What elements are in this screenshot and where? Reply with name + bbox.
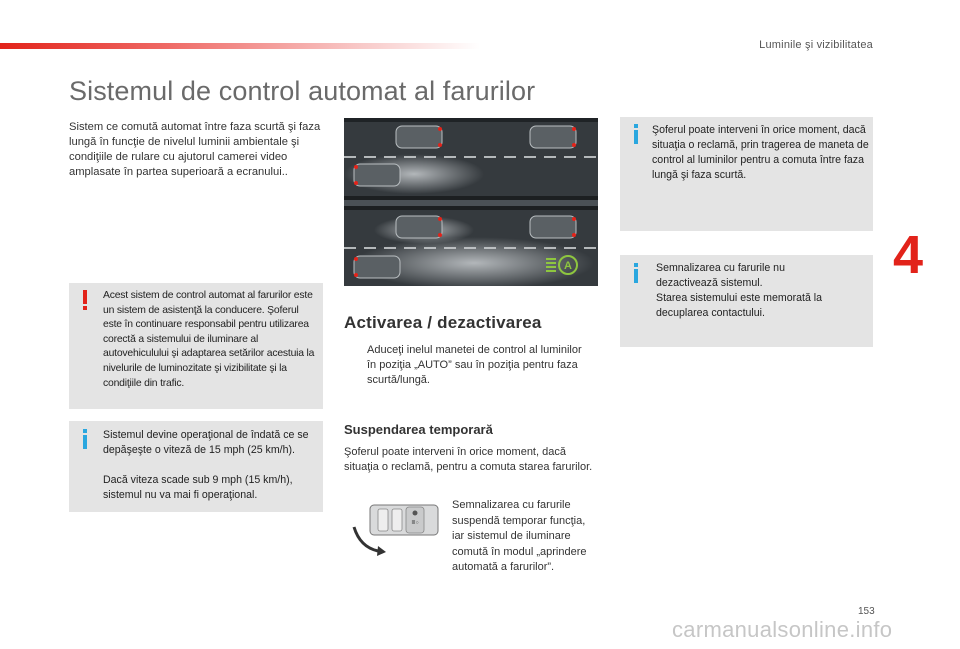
- info-box-speed: [69, 421, 323, 512]
- info-speed-off: Dacă viteza scade sub 9 mph (15 km/h), sistemul nu va mai fi operaţional.: [103, 474, 293, 501]
- header-accent-bar: [0, 43, 480, 49]
- info-speed-on: Sistemul devine operaţional de îndată ce se depăşeşte o viteză de 15 mph (25 km/h).: [103, 429, 309, 456]
- activation-step: Aduceţi inelul manetei de control al luminilor în poziţia „AUTO” sau în poziţia pentru faza scurtă/lungă.: [367, 344, 582, 386]
- info-box-memory: [620, 255, 873, 347]
- override-text: Şoferul poate interveni în orice moment, dacă situaţia o reclamă, prin tragerea de maneta de control al luminilor pentru a comuta între faza lungă şi faza scurtă.: [652, 124, 869, 181]
- suspension-step: Semnalizarea cu farurile suspendă temporar funcţia, iar sistemul de iluminare comută în modul „aprindere automată a farurilor”.: [452, 499, 587, 574]
- memory-line2: Starea sistemului este memorată la decuplarea contactului.: [656, 292, 823, 319]
- auto-headlamp-icon: [544, 254, 580, 276]
- activation-heading: Activarea / dezactivarea: [344, 313, 542, 332]
- light-stalk-illustration: [350, 499, 440, 557]
- traffic-illustration: [344, 118, 598, 286]
- page-number: 153: [858, 606, 875, 617]
- chapter-number: 4: [893, 225, 924, 285]
- suspension-heading: Suspendarea temporară: [344, 422, 493, 437]
- info-icon-memory: [633, 263, 639, 283]
- page-title: Sistemul de control automat al farurilor: [69, 76, 536, 106]
- section-title: Luminile şi vizibilitatea: [759, 39, 873, 51]
- warning-text: Acest sistem de control automat al farurilor este un sistem de asistenţă la conducere. Şoferul este în continuare responsabil pentru utilizarea corectă a sistemului de iluminare al autovehiculului şi adaptarea setărilor acestuia la nivelurile de luminozitate şi vizibilitate şi la condiţiile din trafic.: [103, 290, 315, 389]
- info-icon: [82, 429, 88, 449]
- warning-icon: [82, 290, 88, 310]
- intro-paragraph: Sistem ce comută automat între faza scurtă şi faza lungă în funcţie de nivelul luminii ambientale şi condiţiile de rulare cu ajutorul camerei video amplasate în partea superioară a ecranului..: [69, 121, 321, 178]
- svg-text:≣○: ≣○: [411, 520, 419, 526]
- info-box-override: [620, 117, 873, 231]
- suspension-text: Şoferul poate interveni în orice moment, dacă situaţia o reclamă, pentru a comuta starea farurilor.: [344, 446, 593, 473]
- svg-text:A: A: [564, 260, 572, 272]
- info-icon-override: [633, 124, 639, 144]
- watermark: carmanualsonline.info: [672, 617, 893, 642]
- memory-line1: Semnalizarea cu farurile nu dezactivează sistemul.: [656, 262, 785, 289]
- warning-box: [69, 283, 323, 409]
